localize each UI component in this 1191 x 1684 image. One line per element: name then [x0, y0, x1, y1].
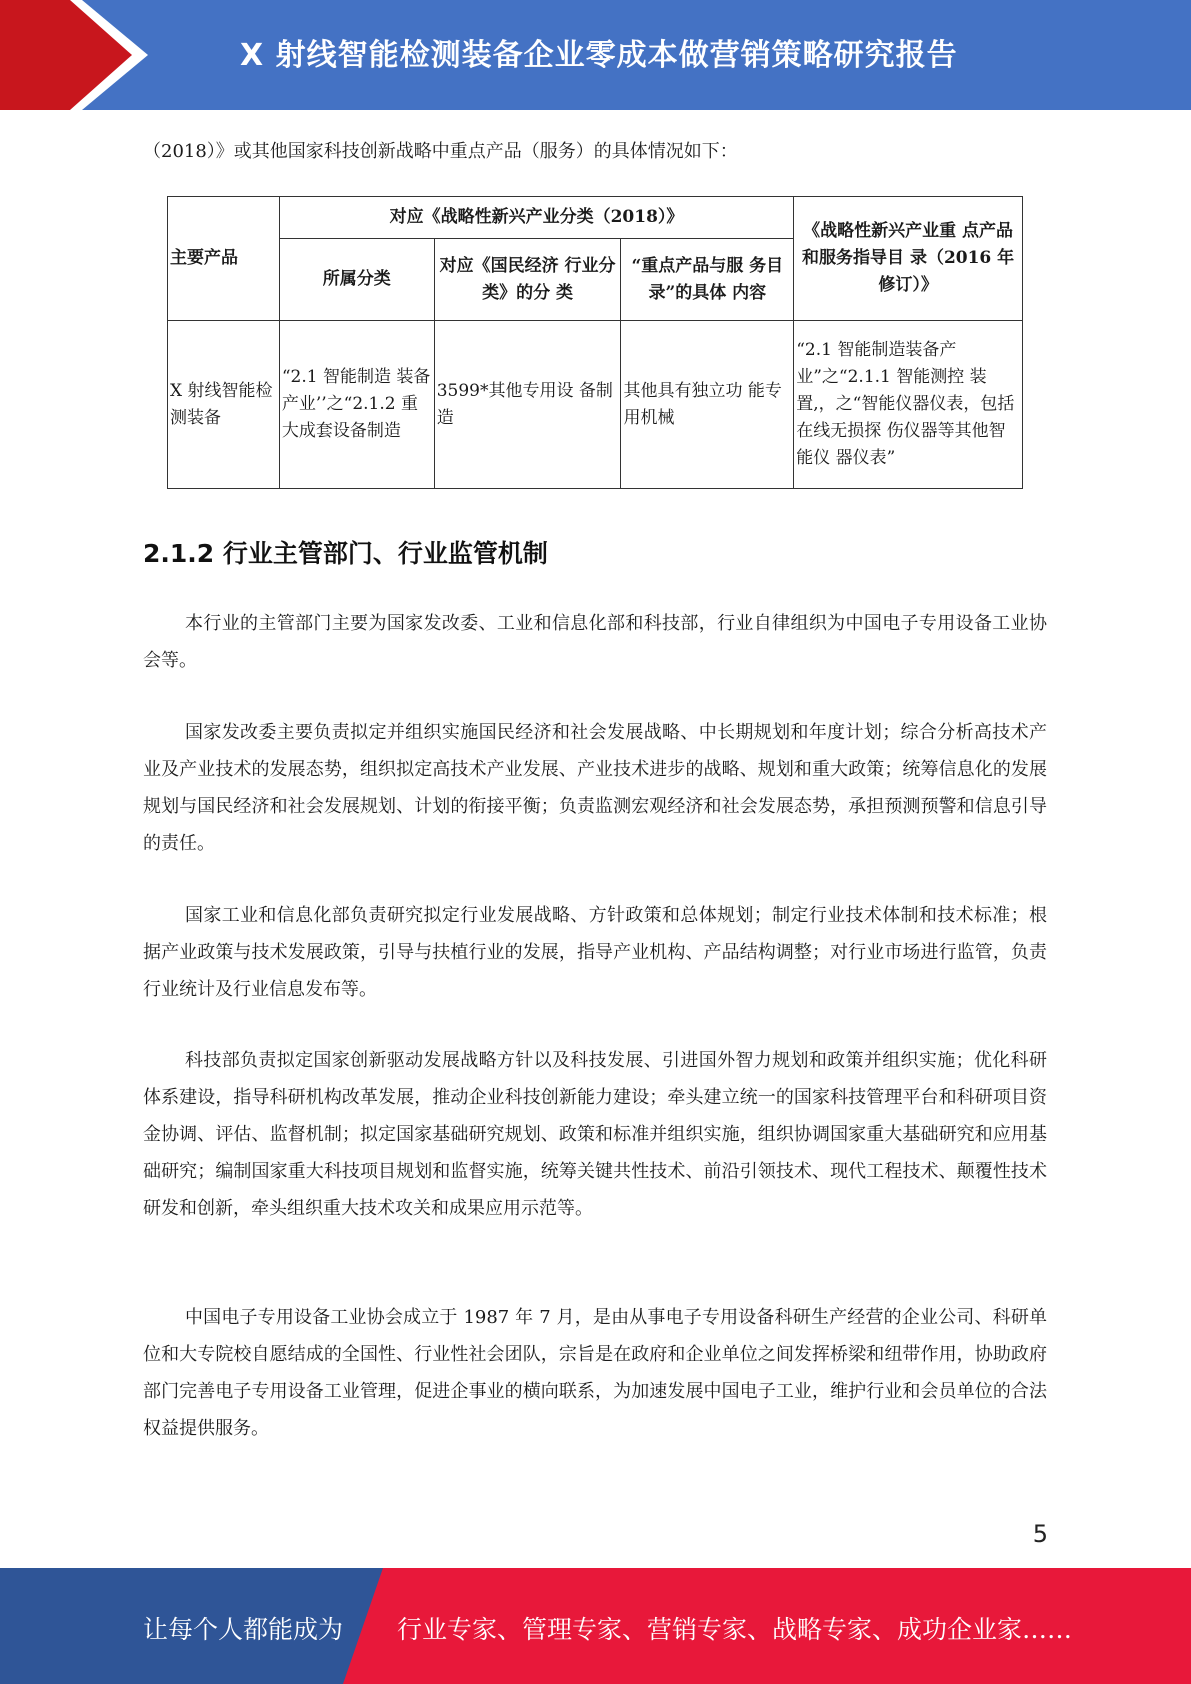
- header-strategic-classification: 对应《战略性新兴产业分类（2018）》: [279, 197, 793, 239]
- cell-category: “2.1 智能制造 装备产业’’之“2.1.2 重大成套设备制造: [279, 321, 434, 489]
- header-arrow-decoration: [0, 0, 200, 110]
- cell-guide: “2.1 智能制造装备产 业”之“2.1.1 智能测控 装置,，之“智能仪器仪表，包括在线无损探 伤仪器等其他智能仪 器仪表”: [794, 321, 1023, 489]
- cell-product: X 射线智能检测装备: [168, 321, 280, 489]
- paragraph-ndrc: 国家发改委主要负责拟定并组织实施国民经济和社会发展战略、中长期规划和年度计划；综合分析高技术产业及产业技术的发展态势，组织拟定高技术产业发展、产业技术进步的战略、规划和重大政策；统筹信息化的发展规划与国民经济和社会发展规划、计划的衔接平衡；负责监测宏观经济和社会发展态势，承担预测预警和信息引导的责任。: [143, 722, 1047, 854]
- paragraph-most: 科技部负责拟定国家创新驱动发展战略方针以及科技发展、引进国外智力规划和政策并组织实施；优化科研体系建设，指导科研机构改革发展，推动企业科技创新能力建设；牵头建立统一的国家科技管理平台和科研项目资金协调、评估、监督机制；拟定国家基础研究规划、政策和标准并组织实施，组织协调国家重大基础研究和应用基础研究；编制国家重大科技项目规划和监督实施，统筹关键共性技术、前沿引领技术、现代工程技术、颠覆性技术研发和创新，牵头组织重大技术攻关和成果应用示范等。: [143, 1050, 1047, 1219]
- paragraph-miit: 国家工业和信息化部负责研究拟定行业发展战略、方针政策和总体规划；制定行业技术体制和技术标准；根据产业政策与技术发展政策，引导与扶植行业的发展，指导产业机构、产品结构调整；对行业市场进行监管，负责行业统计及行业信息发布等。: [143, 905, 1047, 1000]
- cell-industry: 3599*其他专用设 备制造: [434, 321, 621, 489]
- intro-line: （2018）》或其他国家科技创新战略中重点产品（服务）的具体情况如下：: [143, 141, 738, 162]
- report-title: X 射线智能检测装备企业零成本做营销策略研究报告: [240, 38, 958, 73]
- header-guide-catalog: 《战略性新兴产业重 点产品和服务指导目 录（2016 年修订）》: [794, 197, 1023, 321]
- table-row: [168, 321, 1023, 489]
- header-key-product-content: “重点产品与服 务目录”的具体 内容: [621, 239, 794, 321]
- footer-slogan-right: 行业专家、管理专家、营销专家、战略专家、成功企业家……: [397, 1615, 1073, 1644]
- paragraph-authorities: 本行业的主管部门主要为国家发改委、工业和信息化部和科技部，行业自律组织为中国电子专用设备工业协会等。: [143, 613, 1047, 671]
- product-classification-table: [167, 196, 1023, 489]
- cell-content: 其他具有独立功 能专用机械: [621, 321, 794, 489]
- header-industry-classification: 对应《国民经济 行业分类》的分 类: [434, 239, 621, 321]
- header-band: [0, 0, 1191, 110]
- footer-slogan-left: 让每个人都能成为: [143, 1615, 344, 1644]
- header-category: 所属分类: [279, 239, 434, 321]
- footer-band: [0, 1568, 1191, 1684]
- paragraph-association: 中国电子专用设备工业协会成立于 1987 年 7 月，是由从事电子专用设备科研生产经营的企业公司、科研单位和大专院校自愿结成的全国性、行业性社会团队，宗旨是在政府和企业单位之间发挥桥梁和纽带作用，协助政府部门完善电子专用设备工业管理，促进企事业的横向联系，为加速发展中国电子工业，维护行业和会员单位的合法权益提供服务。: [143, 1307, 1047, 1439]
- section-heading: 2.1.2 行业主管部门、行业监管机制: [143, 539, 548, 568]
- header-main-product: 主要产品: [168, 197, 280, 321]
- page-number: 5: [1032, 1520, 1048, 1548]
